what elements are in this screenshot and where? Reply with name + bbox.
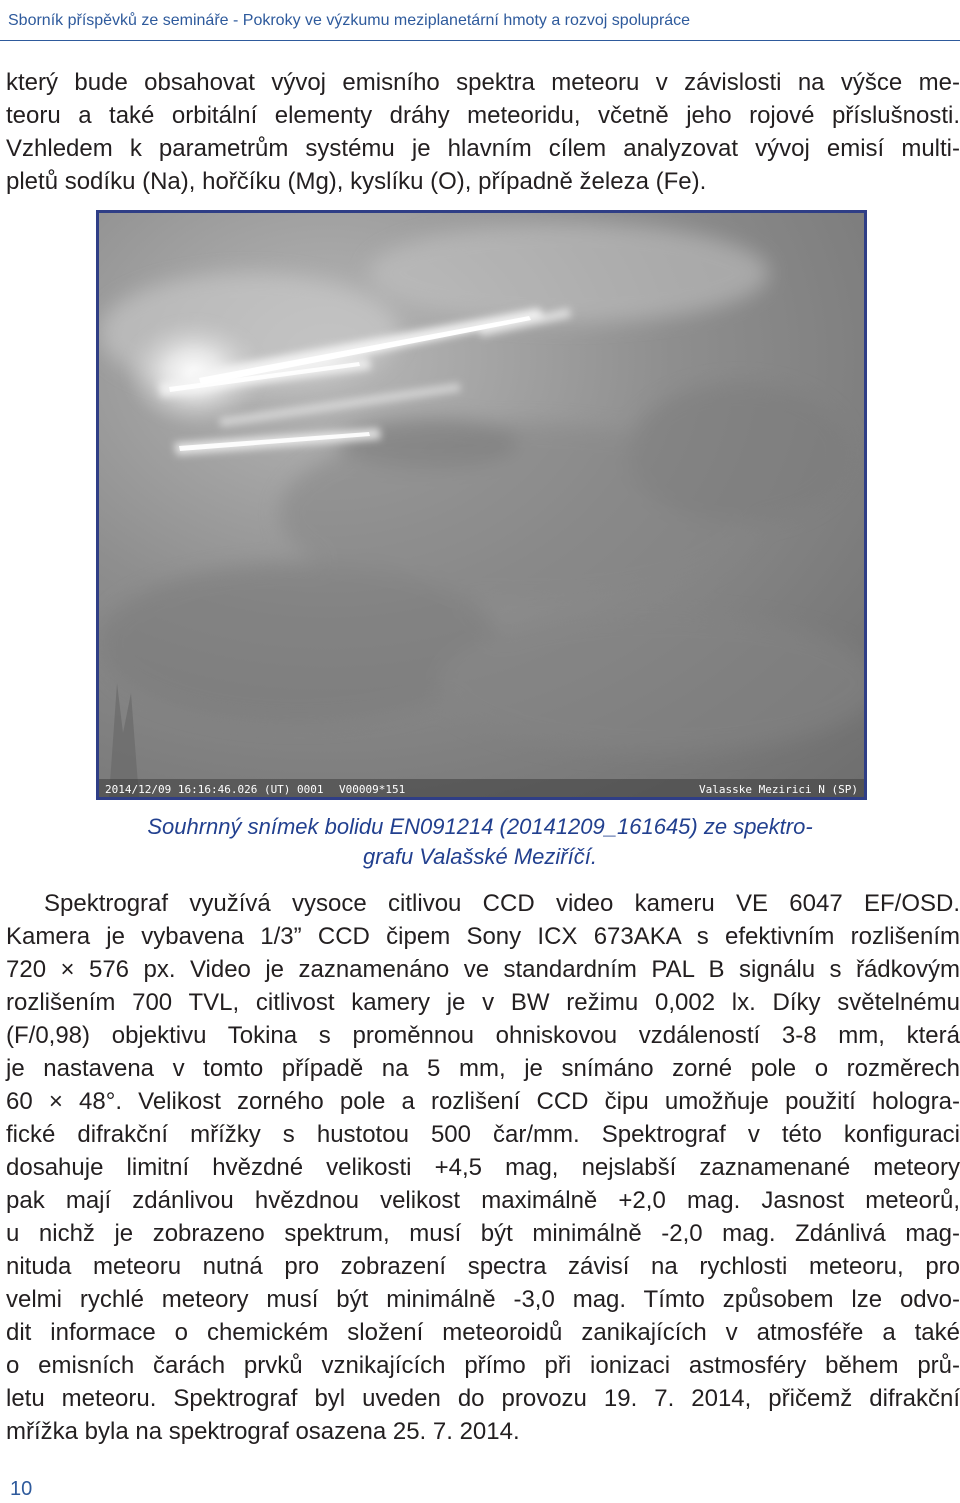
text-line: o emisních čarách prvků vznikajících přímo při ionizaci astmosféry během prů- (6, 1352, 960, 1379)
text-line: dosahuje limitní hvězdné velikosti +4,5 mag, nejslabší zaznamenané meteory (6, 1154, 960, 1181)
text-line: teoru a také orbitální elementy dráhy meteoridu, včetně jeho rojové příslušnosti. (6, 102, 960, 129)
figure-caption (0, 812, 960, 872)
text-line: 60 × 48°. Velikost zorného pole a rozlišení CCD čipu umožňuje použití hologra- (6, 1088, 960, 1115)
text-line: fické difrakční mřížky s hustotou 500 čar/mm. Spektrograf v této konfiguraci (6, 1121, 960, 1148)
photo-station-label: Valasske Mezirici N (SP) (699, 783, 858, 796)
text-line: pletů sodíku (Na), hořčíku (Mg), kyslíku (O), případně železa (Fe). (6, 168, 707, 195)
text-line: letu meteoru. Spektrograf byl uveden do provozu 19. 7. 2014, přičemž difrakční (6, 1385, 960, 1412)
page-number: 10 (10, 1478, 33, 1500)
text-line: (F/0,98) objektivu Tokina s proměnnou ohniskovou vzdáleností 3-8 mm, která (6, 1022, 960, 1049)
text-line: 720 × 576 px. Video je zaznamenáno ve standardním PAL B signálu s řádkovým (6, 956, 960, 983)
text-line: rozlišením 700 TVL, citlivost kamery je v BW režimu 0,002 lx. Díky světelnému (6, 989, 960, 1016)
photo-timestamp: 2014/12/09 16:16:46.026 (UT) 0001 (105, 783, 324, 796)
caption-line: grafu Valašské Meziříčí. (363, 844, 597, 869)
text-line: velmi rychlé meteory musí být minimálně -3,0 mag. Tímto způsobem lze odvo- (6, 1286, 960, 1313)
text-line: Kamera je vybavena 1/3” CCD čipem Sony ICX 673AKA s efektivním rozlišením (6, 923, 960, 950)
text-line: u nichž je zobrazeno spektrum, musí být minimálně -2,0 mag. Zdánlivá mag- (6, 1220, 960, 1247)
text-line: pak mají zdánlivou hvězdnou velikost maximálně +2,0 mag. Jasnost meteorů, (6, 1187, 960, 1214)
bolide-spectrum-figure (96, 210, 867, 800)
photo-frame-id: V00009*151 (339, 783, 406, 796)
text-line: který bude obsahovat vývoj emisního spektra meteoru v závislosti na výšce me- (6, 69, 960, 96)
text-line: dit informace o chemickém složení meteoroidů zanikajících v atmosféře a také (6, 1319, 960, 1346)
caption-line: Souhrnný snímek bolidu EN091214 (20141209_161645) ze spektro- (147, 814, 813, 839)
text-line: nituda meteoru nutná pro zobrazení spectra závisí na rychlosti meteoru, pro (6, 1253, 960, 1280)
text-line: mřížka byla na spektrograf osazena 25. 7. 2014. (6, 1418, 520, 1445)
text-line: Vzhledem k parametrům systému je hlavním cílem analyzovat vývoj emisí multi- (6, 135, 960, 162)
running-header: Sborník příspěvků ze semináře - Pokroky ve výzkumu meziplanetární hmoty a rozvoj spolupráce (8, 12, 691, 29)
text-line: je nastavena v tomto případě na 5 mm, je snímáno zorné pole o rozměrech (6, 1055, 960, 1082)
header-divider (0, 40, 960, 41)
body-paragraph (6, 887, 960, 1448)
intro-paragraph (6, 66, 960, 198)
bolide-photo (99, 213, 864, 797)
text-line: Spektrograf využívá vysoce citlivou CCD video kameru VE 6047 EF/OSD. (44, 890, 960, 917)
